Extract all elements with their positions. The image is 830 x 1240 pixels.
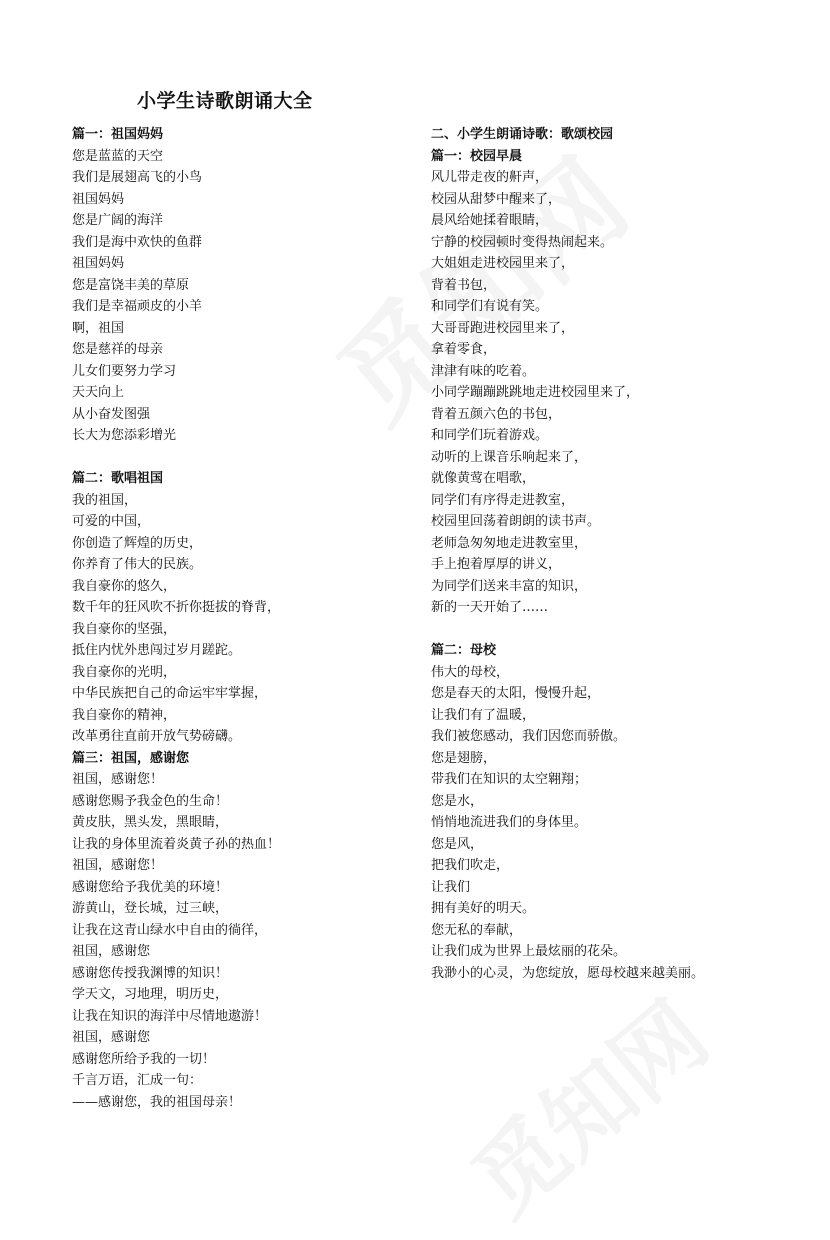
poem-line: 您是春天的太阳，慢慢升起， (431, 686, 601, 701)
poem-line: 背着书包， (431, 277, 497, 293)
poem-line: 感谢您所给予我的一切！ (72, 1051, 216, 1067)
poem-line: 我们被您感动，我们因您而骄傲。 (431, 729, 627, 744)
document-title: 小学生诗歌朗诵大全 (137, 90, 313, 112)
spacer (431, 619, 811, 641)
poem-line: 让我在这青山绿水中自由的徜徉， (72, 922, 268, 938)
poem-body (72, 769, 412, 1113)
poem-line: 抵住内忧外患闯过岁月蹉跎。 (72, 643, 242, 658)
poem-heading: 篇一：祖国妈妈 (72, 127, 164, 142)
poem-line: 就像黄莺在唱歌， (431, 471, 536, 486)
poem-line: 让我们有了温暖， (431, 707, 536, 723)
poem-line: 黄皮肤，黑头发，黑眼睛， (72, 815, 229, 830)
poem-line: 我渺小的心灵，为您绽放，愿母校越来越美丽。 (431, 965, 705, 981)
poem-line: 我自豪你的坚强， (72, 621, 177, 637)
poem-line: 您是富饶丰美的草原 (72, 277, 190, 293)
poem-line: 同学们有序得走进教室， (431, 492, 575, 508)
poem-line: 您无私的奉献， (431, 922, 523, 938)
poem-line: 大哥哥跑进校园里来了， (431, 320, 575, 336)
poem-line: 我们是海中欢快的鱼群 (72, 234, 203, 250)
poem-line: 让我的身体里流着炎黄子孙的热血！ (72, 836, 281, 852)
poem-line: 儿女们要努力学习 (72, 363, 177, 379)
poem-line: 您是翅膀， (431, 750, 497, 766)
poem-line: 您是蓝蓝的天空 (72, 148, 164, 164)
poem-line: 祖国，感谢您！ (72, 772, 164, 787)
poem-line: 感谢您传授我渊博的知识！ (72, 965, 229, 981)
poem-body (431, 662, 811, 985)
poem-line: 祖国，感谢您 (72, 1030, 151, 1045)
poem-line: 拥有美好的明天。 (431, 901, 536, 916)
poem-line: 祖国，感谢您 (72, 944, 151, 959)
poem-line: 把我们吹走， (431, 858, 510, 873)
poem-line: 长大为您添彩增光 (72, 428, 177, 443)
poem-line: 宁静的校园顿时变得热闹起来。 (431, 234, 614, 250)
poem-line: 可爱的中国， (72, 514, 151, 529)
poem-line: 您是风， (431, 836, 484, 852)
poem-line: 悄悄地流进我们的身体里。 (431, 815, 588, 830)
poem-line: 祖国，感谢您！ (72, 858, 164, 873)
poem-line: 您是水， (431, 793, 484, 809)
poem-line: 让我们 (431, 879, 471, 895)
poem-body (72, 490, 412, 748)
poem-line: 风儿带走夜的鼾声， (431, 170, 549, 185)
poem-line: 和同学们有说有笑。 (431, 299, 549, 314)
poem-line: 你养育了伟大的民族。 (72, 557, 203, 572)
poem-line: 你创造了辉煌的历史， (72, 535, 203, 551)
poem-line: 新的一天开始了…… (431, 600, 549, 615)
poem-line: 为同学们送来丰富的知识， (431, 578, 588, 594)
watermark-bottom (440, 966, 730, 1239)
poem-line: 祖国妈妈 (72, 191, 125, 207)
poem-line: 我自豪你的悠久， (72, 578, 177, 594)
spacer (72, 447, 412, 469)
poem-line: 我自豪你的精神， (72, 707, 177, 723)
poem-line: 改革勇往直前开放气势磅礴。 (72, 729, 242, 744)
poem-body (72, 146, 412, 447)
poem-line: 让我们成为世界上最炫丽的花朵。 (431, 944, 627, 959)
poem-line: 校园从甜梦中醒来了， (431, 191, 562, 207)
poem-line: 千言万语，汇成一句： (72, 1073, 203, 1088)
poem-body (431, 167, 811, 619)
poem-line: 数千年的狂风吹不折你挺拔的脊背， (72, 600, 281, 615)
poem-line: 老师急匆匆地走进教室里， (431, 535, 588, 551)
poem-line: 从小奋发图强 (72, 406, 151, 422)
poem-line: ——感谢您，我的祖国母亲！ (72, 1094, 242, 1110)
right-column (431, 124, 811, 984)
poem-line: 校园里回荡着朗朗的读书声。 (431, 514, 601, 529)
poem-line: 祖国妈妈 (72, 256, 125, 271)
poem-line: 背着五颜六色的书包， (431, 406, 562, 422)
poem-line: 中华民族把自己的命运牢牢掌握， (72, 686, 268, 701)
poem-line: 感谢您给予我优美的环境！ (72, 879, 229, 895)
poem-line: 我的祖国， (72, 492, 138, 508)
poem-line: 我们是展翅高飞的小鸟 (72, 170, 203, 185)
poem-heading: 篇二：母校 (431, 643, 497, 658)
poem-line: 您是慈祥的母亲 (72, 342, 164, 357)
poem-line: 拿着零食， (431, 342, 497, 357)
poem-line: 我们是幸福顽皮的小羊 (72, 299, 203, 314)
poem-heading: 篇三：祖国，感谢您 (72, 750, 190, 766)
left-column (72, 124, 412, 1113)
poem-line: 游黄山，登长城，过三峡， (72, 901, 229, 916)
poem-line: 伟大的母校， (431, 664, 510, 680)
poem-line: 动听的上课音乐响起来了， (431, 449, 588, 465)
poem-heading: 篇一：校园早晨 (431, 148, 523, 164)
poem-line: 您是广阔的海洋 (72, 213, 164, 228)
poem-heading: 篇二：歌唱祖国 (72, 471, 164, 486)
poem-line: 学天文，习地理，明历史， (72, 987, 229, 1002)
poem-line: 晨风给她揉着眼睛， (431, 213, 549, 228)
poem-line: 让我在知识的海洋中尽情地遨游！ (72, 1008, 268, 1024)
poem-line: 带我们在知识的太空翱翔； (431, 772, 588, 787)
poem-line: 我自豪你的光明， (72, 664, 177, 680)
poem-line: 和同学们玩着游戏。 (431, 428, 549, 443)
poem-line: 小同学蹦蹦跳跳地走进校园里来了， (431, 385, 640, 400)
poem-line: 感谢您赐予我金色的生命！ (72, 793, 229, 809)
poem-line: 津津有味的吃着。 (431, 363, 536, 379)
section-heading: 二、小学生朗诵诗歌：歌颂校园 (431, 127, 614, 142)
poem-line: 手上抱着厚厚的讲义， (431, 557, 562, 572)
poem-line: 大姐姐走进校园里来了， (431, 256, 575, 271)
poem-line: 啊，祖国 (72, 320, 125, 336)
poem-line: 天天向上 (72, 385, 125, 400)
